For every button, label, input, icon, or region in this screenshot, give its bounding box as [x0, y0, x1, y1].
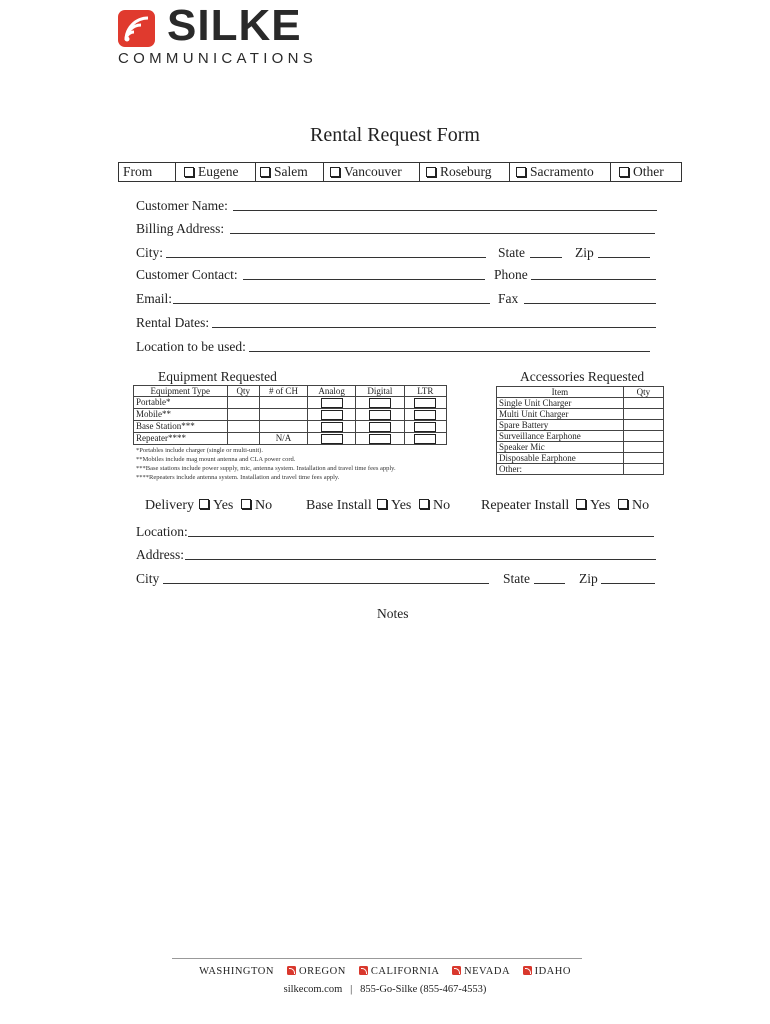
accessory-item: Single Unit Charger [497, 398, 624, 409]
ch-cell[interactable] [259, 420, 307, 432]
footer-divider [172, 958, 582, 959]
state-idaho: IDAHO [534, 966, 571, 977]
delivery-city-label: City [136, 571, 160, 586]
checkbox-icon[interactable] [321, 434, 343, 444]
table-row [497, 409, 664, 420]
analog-cell [307, 408, 355, 420]
table-row [134, 397, 447, 409]
table-row [497, 398, 664, 409]
from-salem[interactable]: Salem [256, 163, 324, 181]
address-label: Address: [136, 547, 184, 562]
equipment-type: Repeater**** [134, 432, 228, 444]
delivery-zip-label: Zip [579, 571, 598, 586]
checkbox-icon[interactable] [199, 499, 209, 509]
header-ltr: LTR [404, 386, 446, 397]
header-equipment-type: Equipment Type [134, 386, 228, 397]
checkbox-icon[interactable] [369, 422, 391, 432]
ltr-cell [404, 420, 446, 432]
checkbox-icon[interactable] [377, 499, 387, 509]
digital-cell [356, 420, 404, 432]
accessories-title: Accessories Requested [520, 369, 645, 384]
accessory-item: Spare Battery [497, 420, 624, 431]
state-california: CALIFORNIA [370, 966, 439, 977]
state-nevada: NEVADA [464, 966, 510, 977]
delivery-state-label: State [503, 571, 530, 586]
equipment-type: Portable* [134, 397, 228, 409]
header-qty: Qty [623, 387, 663, 398]
checkbox-icon[interactable] [321, 410, 343, 420]
qty-cell[interactable] [623, 398, 663, 409]
digital-cell [356, 397, 404, 409]
email-label: Email: [136, 291, 172, 306]
email-field[interactable] [173, 303, 490, 304]
zip-field[interactable] [598, 257, 650, 258]
table-row [134, 408, 447, 420]
from-sacramento[interactable]: Sacramento [510, 163, 611, 181]
checkbox-icon[interactable] [619, 167, 629, 177]
table-row [497, 442, 664, 453]
checkbox-icon[interactable] [321, 398, 343, 408]
city-field[interactable] [166, 257, 486, 258]
qty-cell[interactable] [623, 420, 663, 431]
checkbox-icon[interactable] [321, 422, 343, 432]
checkbox-icon[interactable] [414, 434, 436, 444]
checkbox-icon[interactable] [260, 167, 270, 177]
rental-dates-field[interactable] [212, 327, 656, 328]
state-oregon: OREGON [299, 966, 346, 977]
qty-cell[interactable] [227, 408, 259, 420]
table-row [134, 432, 447, 444]
checkbox-icon[interactable] [419, 499, 429, 509]
analog-cell [307, 432, 355, 444]
table-row [497, 464, 664, 475]
address-field[interactable] [185, 559, 656, 560]
delivery-no[interactable]: No [241, 498, 272, 514]
qty-cell[interactable] [227, 432, 259, 444]
equipment-title: Equipment Requested [158, 369, 277, 384]
from-roseburg[interactable]: Roseburg [420, 163, 510, 181]
checkbox-icon[interactable] [369, 398, 391, 408]
checkbox-icon[interactable] [414, 422, 436, 432]
billing-address-label: Billing Address: [136, 221, 225, 236]
location-used-field[interactable] [249, 351, 650, 352]
customer-contact-label: Customer Contact: [136, 267, 238, 282]
qty-cell[interactable] [227, 420, 259, 432]
footnote: *Portables include charger (single or multi-unit). [136, 447, 263, 454]
qty-cell[interactable] [623, 453, 663, 464]
digital-cell [356, 432, 404, 444]
ch-cell[interactable] [259, 408, 307, 420]
from-row [118, 162, 682, 182]
checkbox-icon[interactable] [369, 434, 391, 444]
qty-cell[interactable] [623, 464, 663, 475]
base-install-no[interactable]: No [419, 498, 450, 514]
checkbox-icon[interactable] [414, 398, 436, 408]
fax-label: Fax [498, 291, 519, 306]
header-item: Item [497, 387, 624, 398]
customer-name-label: Customer Name: [136, 198, 228, 213]
rss-icon [523, 966, 532, 975]
analog-cell [307, 397, 355, 409]
checkbox-icon[interactable] [369, 410, 391, 420]
header-analog: Analog [307, 386, 355, 397]
delivery-city-field[interactable] [163, 583, 489, 584]
fax-field[interactable] [524, 303, 656, 304]
qty-cell[interactable] [227, 397, 259, 409]
state-label: State [498, 245, 525, 260]
accessory-item: Speaker Mic [497, 442, 624, 453]
accessories-table [496, 386, 664, 475]
checkbox-icon[interactable] [618, 499, 628, 509]
ltr-cell [404, 432, 446, 444]
ch-cell[interactable] [259, 397, 307, 409]
table-row [134, 420, 447, 432]
customer-name-field[interactable] [233, 210, 657, 211]
accessory-item: Other: [497, 464, 624, 475]
location-field[interactable] [188, 536, 654, 537]
equipment-table [133, 385, 447, 445]
checkbox-icon[interactable] [241, 499, 251, 509]
accessory-item: Disposable Earphone [497, 453, 624, 464]
notes-label: Notes [377, 606, 409, 621]
table-row [497, 431, 664, 442]
checkbox-icon[interactable] [184, 167, 194, 177]
customer-contact-field[interactable] [243, 279, 485, 280]
rss-icon [287, 966, 296, 975]
base-install-label: Base Install [306, 498, 372, 513]
phone-label: Phone [494, 267, 528, 282]
rental-dates-label: Rental Dates: [136, 315, 210, 330]
location-used-label: Location to be used: [136, 339, 246, 354]
footnote: ***Base stations include power supply, mic, antenna system. Installation and travel time fees apply. [136, 465, 396, 472]
qty-cell[interactable] [623, 442, 663, 453]
table-row [497, 453, 664, 464]
billing-address-field[interactable] [230, 233, 655, 234]
location-label: Location: [136, 524, 188, 539]
brand-subtitle: COMMUNICATIONS [118, 50, 318, 67]
equipment-type: Base Station*** [134, 420, 228, 432]
phone-field[interactable] [531, 279, 656, 280]
delivery-yes[interactable]: Yes [199, 498, 233, 514]
checkbox-icon[interactable] [576, 499, 586, 509]
qty-cell[interactable] [623, 431, 663, 442]
analog-cell [307, 420, 355, 432]
table-row [497, 420, 664, 431]
zip-label: Zip [575, 245, 594, 260]
footnote: **Mobiles include mag mount antenna and CLA power cord. [136, 456, 296, 463]
repeater-install-label: Repeater Install [481, 498, 570, 513]
brand-name: SILKE [167, 1, 302, 50]
ltr-cell [404, 408, 446, 420]
accessory-item: Surveillance Earphone [497, 431, 624, 442]
rss-icon [452, 966, 461, 975]
checkbox-icon[interactable] [426, 167, 436, 177]
accessory-item: Multi Unit Charger [497, 409, 624, 420]
footer-states [0, 966, 770, 977]
header-digital: Digital [356, 386, 404, 397]
rss-icon [359, 966, 368, 975]
form-title: Rental Request Form [310, 124, 480, 146]
checkbox-icon[interactable] [330, 167, 340, 177]
from-label: From [119, 163, 176, 181]
header-ch: # of CH [259, 386, 307, 397]
from-vancouver[interactable]: Vancouver [324, 163, 420, 181]
delivery-zip-field[interactable] [601, 583, 655, 584]
base-install-yes[interactable]: Yes [377, 498, 411, 514]
state-field[interactable] [530, 257, 562, 258]
repeater-install-no[interactable]: No [618, 498, 649, 514]
delivery-label: Delivery [145, 498, 194, 513]
from-eugene[interactable]: Eugene [176, 163, 256, 181]
footnote: ****Repeaters include antenna system. Installation and travel time fees apply. [136, 474, 340, 481]
equipment-type: Mobile** [134, 408, 228, 420]
ltr-cell [404, 397, 446, 409]
logo-icon [118, 10, 155, 47]
header-qty: Qty [227, 386, 259, 397]
qty-cell[interactable] [623, 409, 663, 420]
delivery-state-field[interactable] [534, 583, 565, 584]
checkbox-icon[interactable] [414, 410, 436, 420]
from-other[interactable]: Other [611, 163, 681, 181]
footer-contact: silkecom.com | 855-Go-Silke (855-467-4553) [283, 984, 487, 995]
city-label: City: [136, 245, 164, 260]
repeater-install-yes[interactable]: Yes [576, 498, 610, 514]
checkbox-icon[interactable] [516, 167, 526, 177]
state-washington: WASHINGTON [199, 966, 274, 977]
digital-cell [356, 408, 404, 420]
ch-cell: N/A [259, 432, 307, 444]
